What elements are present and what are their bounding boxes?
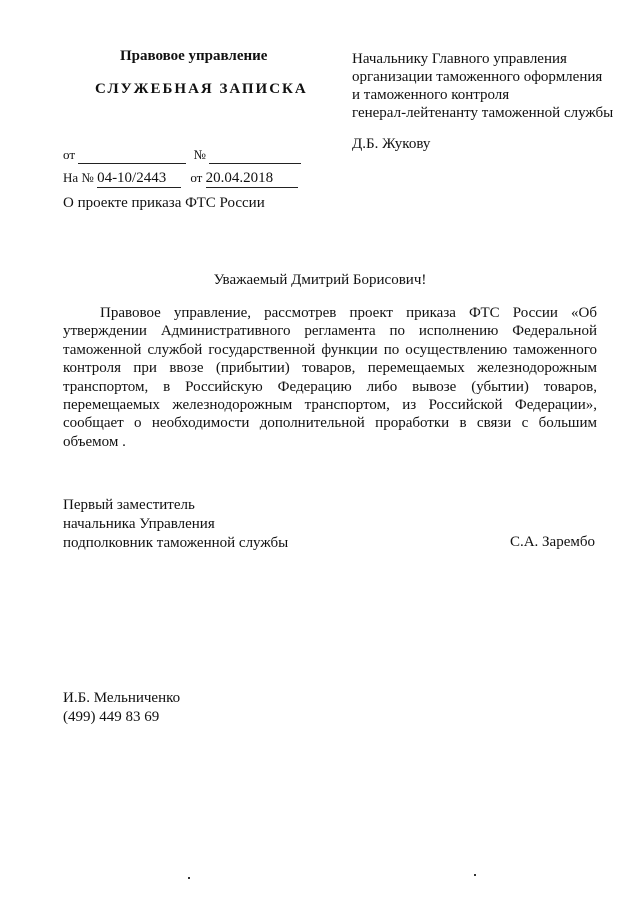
addressee-line: организации таможенного оформления: [352, 69, 603, 85]
reference-line: [63, 170, 298, 188]
executor-name: И.Б. Мельниченко: [63, 690, 181, 706]
memo-title: СЛУЖЕБНАЯ ЗАПИСКА: [95, 81, 308, 97]
signer-name: С.А. Зарембо: [509, 534, 595, 550]
subject-line: О проекте приказа ФТС России: [63, 195, 265, 211]
addressee-line: генерал-лейтенанту таможенной службы: [352, 105, 614, 121]
scan-speck: [188, 877, 190, 879]
body-text: [63, 304, 597, 451]
executor-phone: (499) 449 83 69: [63, 709, 160, 725]
body-paragraph: Правовое управление, рассмотрев проект приказа ФТС России «Об утверждении Административного регламента по исполнению Федеральной таможенной службой государственной функции по осуществлению таможенного контроля при ввозе (прибытии) товаров, перемещаемых железнодорожным транспортом, в Российскую Федерацию либо вывозе (убытии) товаров, перемещаемых железнодорожным транспортом, из Российской Федерации», сообщает о необходимости дополнительной проработки в связи с большим объемом .: [63, 305, 597, 450]
department-title: Правовое управление: [120, 48, 268, 64]
addressee-line: и таможенного контроля: [352, 87, 510, 103]
addressee-block: [352, 50, 613, 122]
scan-speck: [474, 874, 476, 876]
registration-line: [63, 147, 301, 164]
number-label: №: [193, 147, 206, 162]
signer-position: Первый заместитель начальника Управления подполковник таможенной службы: [63, 497, 289, 551]
greeting: Уважаемый Дмитрий Борисович!: [213, 272, 427, 288]
reference-date: 20.04.2018: [206, 170, 298, 188]
executor-block: [63, 689, 180, 727]
reference-date-label: от: [190, 170, 203, 185]
reference-prefix: На №: [63, 170, 94, 185]
date-blank: [78, 147, 186, 164]
addressee-line: Начальнику Главного управления: [352, 51, 567, 67]
from-label: от: [63, 147, 76, 162]
number-blank: [209, 147, 301, 164]
addressee-name: Д.Б. Жукову: [352, 136, 431, 152]
reference-number: 04-10/2443: [97, 170, 181, 188]
